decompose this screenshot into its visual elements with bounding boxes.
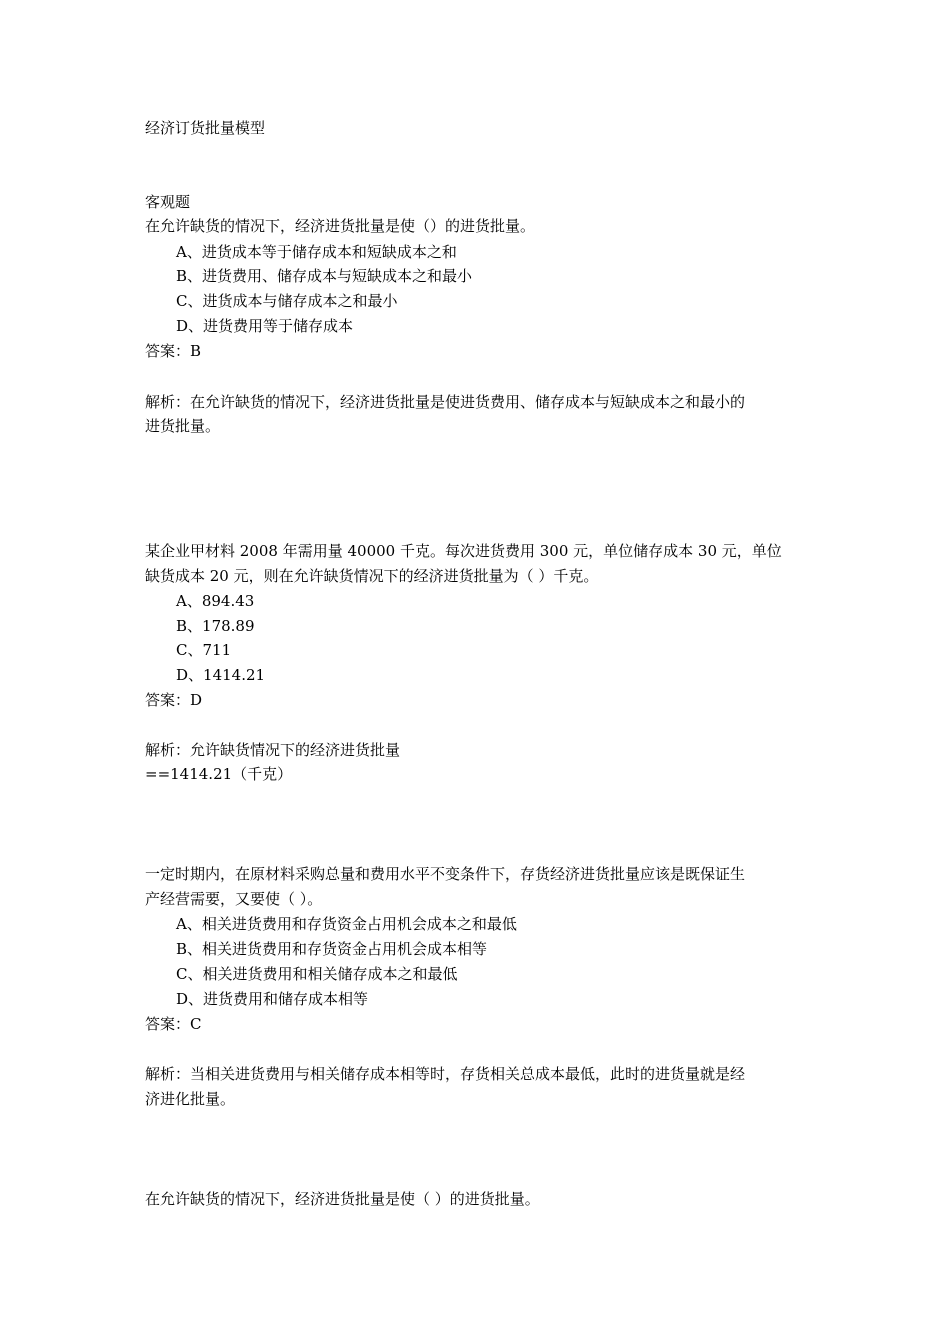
answer: 答案：C — [145, 1015, 202, 1033]
option-c: C、进货成本与储存成本之和最小 — [176, 292, 398, 310]
question-stem: 在允许缺货的情况下，经济进货批量是使（ ）的进货批量。 — [145, 1190, 540, 1208]
analysis-line-2: 济进化批量。 — [145, 1090, 236, 1108]
document-title: 经济订货批量模型 — [145, 119, 266, 137]
option-b: B、进货费用、储存成本与短缺成本之和最小 — [176, 267, 473, 285]
question-stem-line-1: 某企业甲材料 2008 年需用量 40000 千克。每次进货费用 300 元，单位储存成本 30 元，单位 — [145, 542, 782, 560]
option-d: D、进货费用和储存成本相等 — [176, 990, 369, 1008]
analysis-line-2: ==1414.21（千克） — [145, 765, 293, 783]
option-b: B、相关进货费用和存货资金占用机会成本相等 — [176, 940, 488, 958]
option-c: C、相关进货费用和相关储存成本之和最低 — [176, 965, 458, 983]
analysis-line-1: 解析：当相关进货费用与相关储存成本相等时，存货相关总成本最低，此时的进货量就是经 — [145, 1065, 746, 1083]
question-stem-line-1: 一定时期内，在原材料采购总量和费用水平不变条件下，存货经济进货批量应该是既保证生 — [145, 865, 746, 883]
answer: 答案：D — [145, 691, 203, 709]
option-b: B、178.89 — [176, 617, 255, 635]
question-stem-line-2: 产经营需要，又要使（ ）。 — [145, 890, 323, 908]
question-stem-line-2: 缺货成本 20 元，则在允许缺货情况下的经济进货批量为（ ）千克。 — [145, 567, 599, 585]
question-stem: 在允许缺货的情况下，经济进货批量是使（）的进货批量。 — [145, 217, 536, 235]
option-c: C、711 — [176, 641, 232, 659]
option-a: A、进货成本等于储存成本和短缺成本之和 — [176, 243, 457, 261]
analysis-line-2: 进货批量。 — [145, 417, 221, 435]
answer: 答案：B — [145, 342, 202, 360]
option-a: A、894.43 — [176, 592, 255, 610]
section-label: 客观题 — [145, 193, 191, 211]
analysis-line-1: 解析：允许缺货情况下的经济进货批量 — [145, 741, 401, 759]
option-a: A、相关进货费用和存货资金占用机会成本之和最低 — [176, 915, 517, 933]
option-d: D、进货费用等于储存成本 — [176, 317, 354, 335]
analysis-line-1: 解析：在允许缺货的情况下，经济进货批量是使进货费用、储存成本与短缺成本之和最小的 — [145, 393, 746, 411]
option-d: D、1414.21 — [176, 666, 266, 684]
